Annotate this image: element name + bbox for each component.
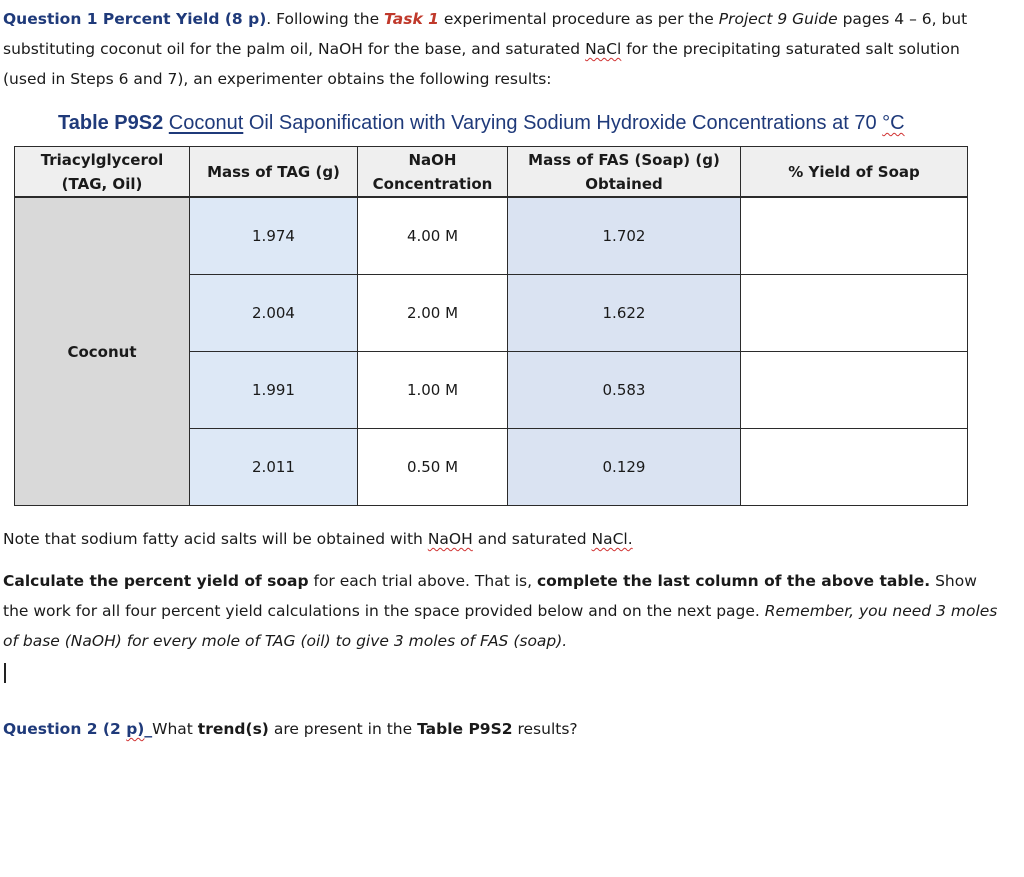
- instruction-bold: Calculate the percent yield of soap: [3, 572, 309, 590]
- note-text: and saturated: [472, 530, 592, 548]
- results-table: [14, 146, 968, 506]
- tag-cell: Coconut: [15, 197, 190, 506]
- header-fas-line2: Obtained: [585, 174, 663, 193]
- table-title-coconut: Coconut: [168, 112, 244, 134]
- instruction-text: Show the work for all four percent yield calculations in the space provided below and on the next page.: [3, 572, 977, 620]
- mass-fas-cell: 1.702: [508, 197, 741, 275]
- naoh-cell: 4.00 M: [358, 197, 508, 275]
- yield-cell[interactable]: [741, 275, 968, 352]
- header-naoh: [358, 147, 508, 198]
- mass-fas-cell: 1.622: [508, 275, 741, 352]
- question-1-paragraph: [3, 4, 1003, 94]
- q2-text: are present in the: [268, 720, 418, 738]
- table-row: [15, 197, 968, 275]
- q1-text: for the precipitating saturated salt solution (used in Steps 6 and 7), an experimenter obtains the following results:: [3, 40, 960, 88]
- question-2-paragraph: [3, 714, 1003, 744]
- header-yield: % Yield of Soap: [741, 147, 968, 198]
- naoh-cell: 2.00 M: [358, 275, 508, 352]
- instruction-bold: complete the last column of the above table.: [536, 572, 931, 590]
- q2-text: results?: [512, 720, 578, 738]
- header-mass-fas: [508, 147, 741, 198]
- text-cursor: [4, 663, 6, 683]
- header-tag-line2: (TAG, Oil): [61, 174, 143, 193]
- instruction-text: for each trial above. That is,: [308, 572, 537, 590]
- spellcheck-word: NaOH: [427, 530, 473, 548]
- mass-tag-cell: 2.011: [190, 429, 358, 506]
- naoh-cell: 1.00 M: [358, 352, 508, 429]
- header-mass-tag: Mass of TAG (g): [190, 147, 358, 198]
- header-tag-line1: Triacylglycerol: [40, 150, 164, 169]
- mass-tag-cell: 1.991: [190, 352, 358, 429]
- table-title-unit: °C: [882, 112, 905, 134]
- mass-fas-cell: 0.583: [508, 352, 741, 429]
- header-tag: [15, 147, 190, 198]
- naoh-cell: 0.50 M: [358, 429, 508, 506]
- table-title-text: Oil Saponification with Varying Sodium Hydroxide Concentrations at 70: [243, 112, 883, 134]
- q2-bold: Table P9S2: [417, 720, 513, 738]
- q2-bold: trend(s): [197, 720, 269, 738]
- table-header-row: [15, 147, 968, 198]
- spellcheck-word: NaCl.: [591, 530, 633, 548]
- mass-fas-cell: 0.129: [508, 429, 741, 506]
- question-2-points: p): [126, 720, 145, 738]
- yield-cell[interactable]: [741, 352, 968, 429]
- guide-reference: Project 9 Guide: [718, 10, 838, 28]
- header-fas-line1: Mass of FAS (Soap) (g): [528, 150, 720, 169]
- note-paragraph: [3, 524, 1003, 554]
- question-2-label: Question 2 (2: [3, 720, 127, 738]
- question-2-gap: _: [144, 720, 153, 738]
- q2-text: What: [152, 720, 198, 738]
- header-naoh-line1: NaOH: [408, 150, 457, 169]
- yield-cell[interactable]: [741, 429, 968, 506]
- table-title: [58, 112, 978, 135]
- header-naoh-line2: Concentration: [372, 174, 493, 193]
- instructions-paragraph: [3, 566, 1003, 656]
- task-reference: Task 1: [384, 10, 439, 28]
- mass-tag-cell: 2.004: [190, 275, 358, 352]
- table-id: Table P9S2: [58, 112, 164, 134]
- instruction-reminder: Remember, you need 3 moles of base (NaOH) for every mole of TAG (oil) to give 3 moles of FAS (soap).: [3, 602, 998, 650]
- yield-cell[interactable]: [741, 197, 968, 275]
- q1-text: . Following the: [266, 10, 385, 28]
- question-1-label: Question 1 Percent Yield (8 p): [3, 10, 267, 28]
- q1-text: experimental procedure as per the: [438, 10, 719, 28]
- mass-tag-cell: 1.974: [190, 197, 358, 275]
- note-text: Note that sodium fatty acid salts will be obtained with: [3, 530, 428, 548]
- q1-text: pages 4 – 6, but substituting coconut oil for the palm oil, NaOH for the base, and saturated: [3, 10, 968, 58]
- spellcheck-word: NaCl: [585, 40, 622, 58]
